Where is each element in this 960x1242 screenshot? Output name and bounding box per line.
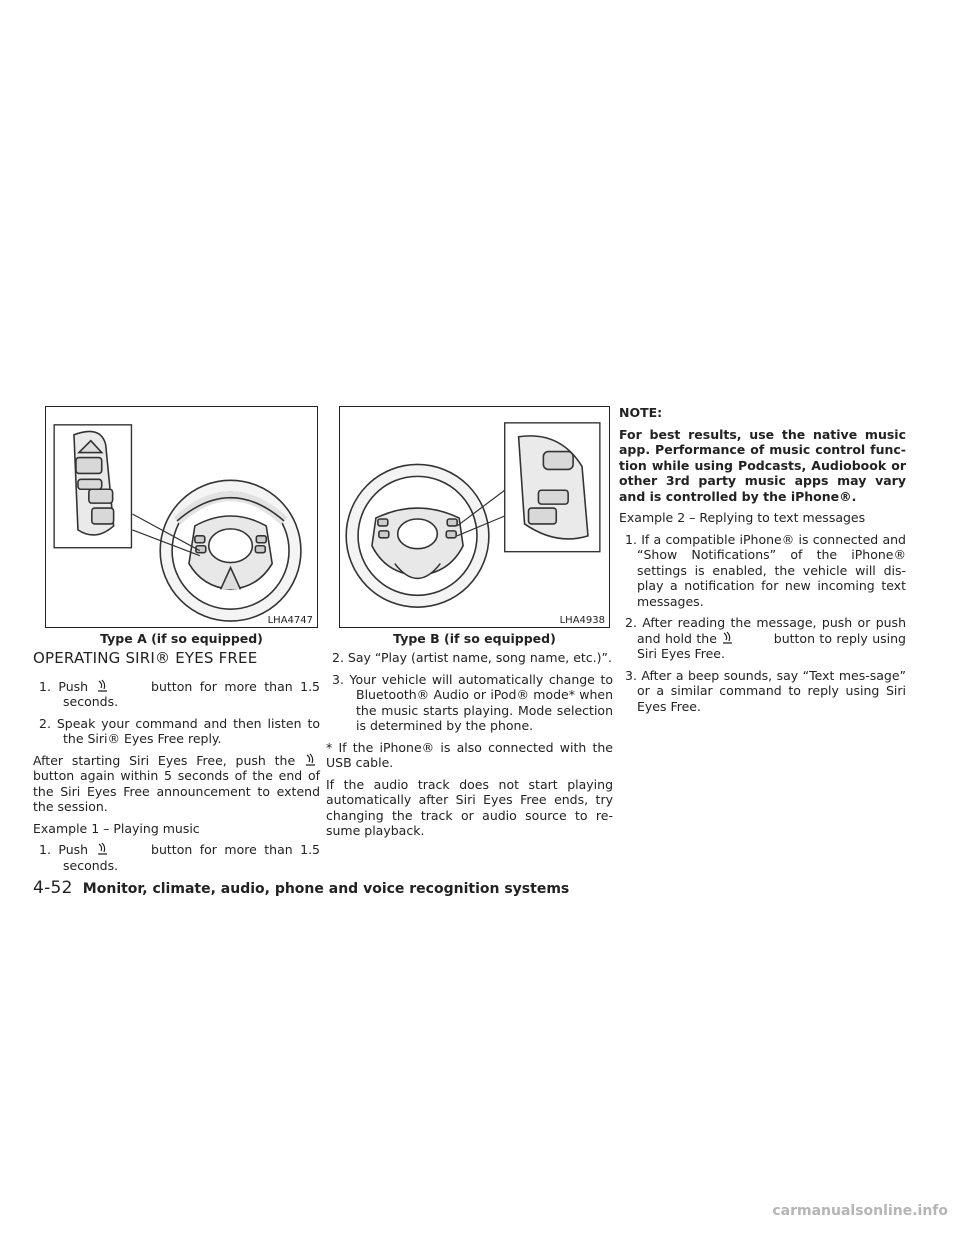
column-1 xyxy=(33,651,320,879)
note-body: For best results, use the native music app. Performance of music control func-tion while using Podcasts, Audiobook or other 3rd party music apps may vary and is controlled by the iPhone®. xyxy=(619,426,906,504)
column-2 xyxy=(326,650,613,845)
list-item xyxy=(33,842,320,873)
figure-code: LHA4747 xyxy=(267,615,313,626)
voice-button-icon xyxy=(721,631,769,644)
step-text: 1. Push xyxy=(39,678,89,694)
list-item: 3. Your vehicle will automatically change to Bluetooth® Audio or iPod® mode* when the music starts playing. Mode selection is determined by the phone. xyxy=(332,671,613,733)
step-text: 1. Push xyxy=(39,842,89,857)
figure-type-a xyxy=(45,406,318,628)
paragraph-text: button again within 5 seconds of the end of the Siri Eyes Free announcement to extend the session. xyxy=(33,768,320,814)
list-item xyxy=(619,615,906,662)
steering-wheel-illustration-a xyxy=(46,407,317,627)
step-text: button to reply using Siri Eyes Free. xyxy=(637,630,906,661)
column-3 xyxy=(619,405,906,720)
list-item: 1. If a compatible iPhone® is connected and “Show Notifications” of the iPhone® settings is enabled, the vehicle will dis-play a notification for new incoming text messages. xyxy=(625,531,906,609)
note-title: NOTE: xyxy=(619,405,663,420)
page-footer xyxy=(33,878,569,898)
voice-button-icon xyxy=(304,753,320,766)
step-text: button for more than 1.5 seconds. xyxy=(63,678,321,709)
step-text: 2. After reading the message, push or push and hold the xyxy=(625,615,906,646)
paragraph-text: After starting Siri Eyes Free, push the xyxy=(33,752,296,768)
voice-button-icon xyxy=(96,842,144,855)
example-heading: Example 2 – Replying to text messages xyxy=(619,510,866,525)
steering-wheel-illustration-b xyxy=(340,407,609,627)
list-item: 2. Say “Play (artist name, song name, etc.)”. xyxy=(332,650,612,665)
step-text: button for more than 1.5 seconds. xyxy=(63,842,321,873)
figure-type-b xyxy=(339,406,610,628)
list-item: 3. After a beep sounds, say “Text mes-sage” or a similar command to reply using Siri Eyes Free. xyxy=(625,667,906,714)
paragraph xyxy=(33,753,320,815)
figure-caption-b: Type B (if so equipped) xyxy=(393,631,556,646)
example-heading: Example 1 – Playing music xyxy=(33,820,200,836)
section-heading: OPERATING SIRI® EYES FREE xyxy=(33,649,258,667)
chapter-title: Monitor, climate, audio, phone and voice recognition systems xyxy=(82,881,570,897)
footnote: * If the iPhone® is also connected with the USB cable. xyxy=(326,739,613,770)
voice-button-icon xyxy=(96,679,144,692)
watermark: carmanualsonline.info xyxy=(772,1203,948,1219)
page-number: 4-52 xyxy=(33,878,73,898)
figure-caption-a: Type A (if so equipped) xyxy=(100,631,263,646)
list-item: 2. Speak your command and then listen to the Siri® Eyes Free reply. xyxy=(39,715,320,746)
list-item xyxy=(33,679,320,710)
paragraph: If the audio track does not start playing automatically after Siri Eyes Free ends, try changing the track or audio source to re-sume playback. xyxy=(326,776,613,838)
figure-code: LHA4938 xyxy=(559,615,605,626)
